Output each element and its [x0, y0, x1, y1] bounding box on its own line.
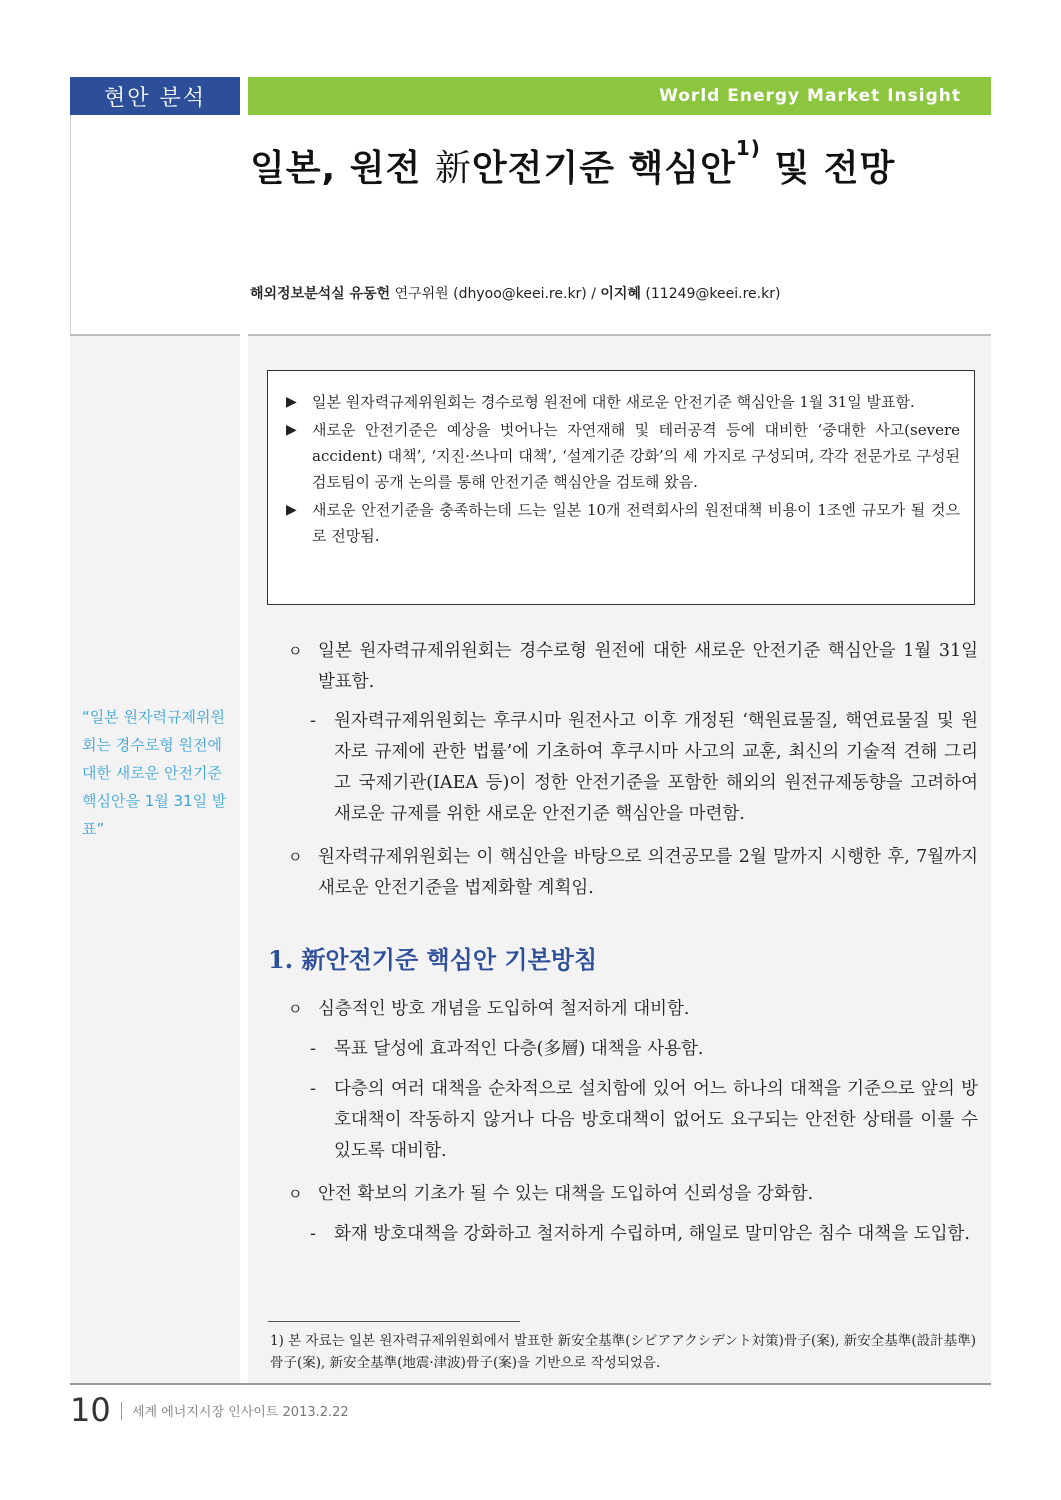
- pull-quote: “일본 원자력규제위원회는 경수로형 원전에 대한 새로운 안전기준 핵심안을 1월 31일 발표”: [82, 708, 227, 838]
- title-footnote-mark[interactable]: 1): [735, 136, 761, 160]
- footnote-rule: [268, 1321, 520, 1322]
- left-divider: [70, 115, 71, 335]
- side-column: [70, 336, 240, 1383]
- summary-item: [286, 417, 960, 495]
- subitem-text: 화재 방호대책을 강화하고 철저하게 수립하며, 해일로 말미암은 침수 대책을 도입함.: [334, 1224, 970, 1244]
- byline: [250, 283, 780, 303]
- body-paragraph: [288, 636, 978, 698]
- series-banner: World Energy Market Insight: [248, 77, 991, 115]
- body-subitem: [288, 1034, 978, 1065]
- body-paragraph: [288, 1179, 978, 1210]
- paragraph-text: 심층적인 방호 개념을 도입하여 철저하게 대비함.: [318, 999, 690, 1019]
- title-hanja: 新: [434, 148, 472, 189]
- byline-role: 연구위원 (dhyoo@keei.re.kr) /: [390, 286, 601, 302]
- dash-bullet: -: [310, 711, 316, 731]
- title-part2: 안전기준 핵심안: [471, 148, 736, 189]
- body-block-1: [288, 636, 978, 904]
- circle-bullet-icon: ㅇ: [288, 1185, 303, 1203]
- footer-separator: [121, 1402, 122, 1420]
- subitem-text: 원자력규제위원회는 후쿠시마 원전사고 이후 개정된 ‘핵원료물질, 핵연료물질 및 원자로 규제에 관한 법률’에 기초하여 후쿠시마 사고의 교훈, 최신의 기술적 견해 그리고 국제기관(IAEA 등)이 정한 안전기준을 포함한 해외의 원전규제동향을 고려하여 새로운 규제를 위한 새로운 안전기준 핵심안을 마련함.: [334, 711, 978, 824]
- section-heading: 1. 新안전기준 핵심안 기본방침: [268, 945, 598, 974]
- section-tag: 현안 분석: [70, 77, 240, 115]
- byline-dept-author: 해외정보분석실 유동헌: [250, 286, 391, 302]
- body-subitem: [288, 1074, 978, 1167]
- subitem-text: 다층의 여러 대책을 순차적으로 설치함에 있어 어느 하나의 대책을 기준으로 앞의 방호대책이 작동하지 않거나 다음 방호대책이 없어도 요구되는 안전한 상태를 이룰 수 있도록 대비함.: [334, 1079, 978, 1161]
- dash-bullet: -: [310, 1224, 316, 1244]
- subitem-text: 목표 달성에 효과적인 다층(多層) 대책을 사용함.: [334, 1039, 704, 1059]
- body-subitem: [288, 706, 978, 830]
- footer-rule: [70, 1383, 991, 1385]
- paragraph-text: 안전 확보의 기초가 될 수 있는 대책을 도입하여 신뢰성을 강화함.: [318, 1184, 814, 1204]
- circle-bullet-icon: ㅇ: [288, 1000, 303, 1018]
- summary-text: 새로운 안전기준을 충족하는데 드는 일본 10개 전력회사의 원전대책 비용이 1조엔 규모가 될 것으로 전망됨.: [312, 501, 960, 545]
- triangle-bullet-icon: ▶: [286, 394, 297, 410]
- body-block-2: [288, 994, 978, 1250]
- dash-bullet: -: [310, 1039, 316, 1059]
- summary-item: [286, 389, 960, 415]
- triangle-bullet-icon: ▶: [286, 502, 297, 518]
- page-number: 10: [70, 1391, 111, 1429]
- triangle-bullet-icon: ▶: [286, 422, 297, 438]
- article-title: [250, 136, 990, 191]
- body-subitem: [288, 1219, 978, 1250]
- byline-contact2: (11249@keei.re.kr): [640, 286, 781, 302]
- paragraph-text: 일본 원자력규제위원회는 경수로형 원전에 대한 새로운 안전기준 핵심안을 1월 31일 발표함.: [318, 641, 978, 692]
- dash-bullet: -: [310, 1079, 316, 1099]
- title-part1: 일본, 원전: [250, 148, 435, 189]
- circle-bullet-icon: ㅇ: [288, 642, 303, 660]
- summary-text: 일본 원자력규제위원회는 경수로형 원전에 대한 새로운 안전기준 핵심안을 1월 31일 발표함.: [312, 393, 915, 411]
- summary-box: [267, 370, 975, 605]
- summary-text: 새로운 안전기준은 예상을 벗어나는 자연재해 및 테러공격 등에 대비한 ‘중대한 사고(severe accident) 대책’, ‘지진·쓰나미 대책’, ‘설계기준 강화’의 세 가지로 구성되며, 각각 전문가로 구성된 검토팀이 공개 논의를 통해 안전기준 핵심안을 검토해 왔음.: [312, 421, 960, 491]
- title-part3: 및 전망: [760, 148, 896, 189]
- byline-author2: 이지혜: [600, 286, 641, 302]
- footnote: 1) 본 자료는 일본 원자력규제위원회에서 발표한 新安全基準(シビアアクシデント対策)骨子(案), 新安全基準(設計基準)骨子(案), 新安全基準(地震·津波)骨子(案)을 기반으로 작성되었음.: [270, 1333, 976, 1371]
- summary-item: [286, 497, 960, 549]
- body-paragraph: [288, 994, 978, 1025]
- body-paragraph: [288, 842, 978, 904]
- circle-bullet-icon: ㅇ: [288, 848, 303, 866]
- paragraph-text: 원자력규제위원회는 이 핵심안을 바탕으로 의견공모를 2월 말까지 시행한 후, 7월까지 새로운 안전기준을 법제화할 계획임.: [318, 847, 978, 898]
- publication-info: 세계 에너지시장 인사이트 2013.2.22: [132, 1405, 349, 1420]
